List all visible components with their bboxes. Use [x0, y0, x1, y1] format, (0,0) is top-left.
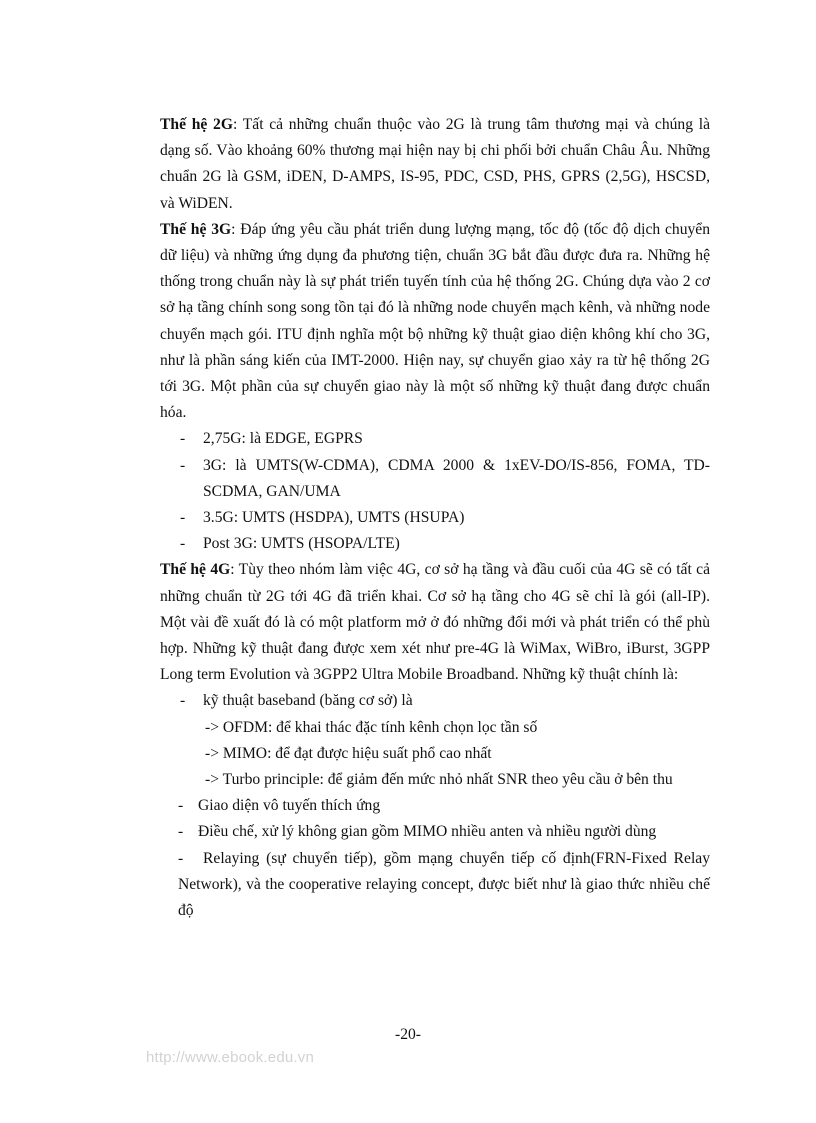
list-4g [160, 688, 710, 924]
list-item: - 3.5G: UMTS (HSDPA), UMTS (HSUPA) [160, 505, 710, 531]
list-item: - Điều chế, xử lý không gian gồm MIMO nhiều anten và nhiều người dùng [160, 819, 710, 845]
watermark-url: http://www.ebook.edu.vn [146, 1049, 315, 1066]
list-item-relaying: - Relaying (sự chuyển tiếp), gồm mạng chuyển tiếp cố định(FRN-Fixed Relay Network), và the cooperative relaying concept, được biết như là giao thức nhiều chế độ [178, 846, 710, 925]
bullet-dash: - [178, 823, 184, 841]
bullet-dash: - [180, 692, 186, 710]
document-body [160, 112, 710, 924]
text-3g: : Đáp ứng yêu cầu phát triển dung lượng mạng, tốc độ (tốc độ dịch chuyển dữ liệu) và những ứng dụng đa phương tiện, chuẩn 3G bắt đầu được đưa ra. Những hệ thống trong chuẩn này là sự phát triển tuyến tính của hệ thống 2G. Chúng dựa vào 2 cơ sở hạ tầng chính song song tồn tại đó là những node chuyển mạch kênh, và những node chuyển mạch gói. ITU định nghĩa một bộ những kỹ thuật giao diện không khí cho 3G, như là phần sáng kiến của IMT-2000. Hiện nay, sự chuyển giao xảy ra từ hệ thống 2G tới 3G. Một phần của sự chuyển giao này là một số những kỹ thuật đang được chuẩn hóa. [160, 220, 711, 422]
list-item-baseband: - kỹ thuật baseband (băng cơ sở) là [160, 688, 710, 714]
list-item: - 3G: là UMTS(W-CDMA), CDMA 2000 & 1xEV-DO/IS-856, FOMA, TD-SCDMA, GAN/UMA [160, 453, 710, 505]
list-item: - Giao diện vô tuyến thích ứng [160, 793, 710, 819]
sub-item: -> OFDM: để khai thác đặc tính kênh chọn lọc tần số [205, 718, 538, 736]
bullet-dash: - [180, 509, 186, 527]
sub-item: -> Turbo principle: để giảm đến mức nhỏ nhất SNR theo yêu cầu ở bên thu [205, 771, 673, 789]
heading-4g: Thế hệ 4G [160, 561, 231, 579]
bullet-dash: - [178, 797, 184, 815]
paragraph-3g [160, 217, 710, 427]
sub-item: -> MIMO: để đạt được hiệu suất phổ cao nhất [205, 744, 492, 762]
bullet-dash: - [178, 849, 184, 867]
text-2g: : Tất cả những chuẩn thuộc vào 2G là trung tâm thương mại và chúng là dạng số. Vào khoảng 60% thương mại hiện nay bị chi phối bởi chuẩn Châu Âu. Những chuẩn 2G là GSM, iDEN, D-AMPS, IS-95, PDC, CSD, PHS, GPRS (2,5G), HSCSD, và WiDEN. [160, 116, 710, 212]
text-4g: : Tùy theo nhóm làm việc 4G, cơ sở hạ tầng và đầu cuối của 4G sẽ có tất cả những chuẩn từ 2G tới 4G đã triển khai. Cơ sở hạ tầng cho 4G sẽ chỉ là gói (all-IP). Một vài đề xuất đó là có một platform mở ở đó những đổi mới và phát triển có thể phù hợp. Những kỹ thuật đang được xem xét như pre-4G là WiMax, WiBro, iBurst, 3GPP Long term Evolution và 3GPP2 Ultra Mobile Broadband. Những kỹ thuật chính là: [160, 561, 710, 684]
paragraph-2g [160, 112, 710, 217]
bullet-dash: - [180, 430, 186, 448]
list-3g [160, 426, 710, 557]
bullet-dash: - [180, 535, 186, 553]
heading-2g: Thế hệ 2G [160, 116, 233, 133]
page-number: -20- [395, 1026, 421, 1043]
heading-3g: Thế hệ 3G [160, 220, 232, 238]
bullet-dash: - [180, 456, 186, 474]
paragraph-4g [160, 557, 710, 688]
list-item: - 2,75G: là EDGE, EGPRS [160, 426, 710, 452]
list-item: - Post 3G: UMTS (HSOPA/LTE) [160, 531, 710, 557]
